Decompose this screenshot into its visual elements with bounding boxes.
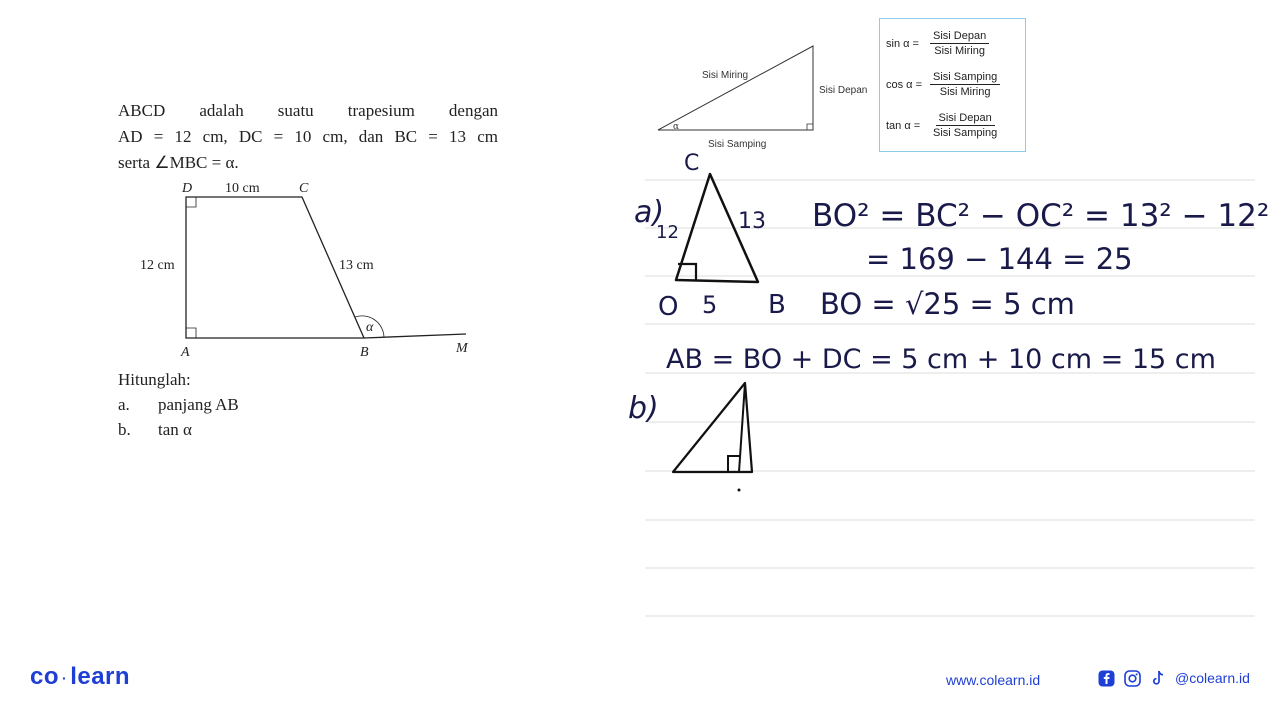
question-a-text: panjang AB [158, 395, 239, 414]
formula-tan-lhs: tan α = [886, 119, 921, 132]
label-sisi-depan: Sisi Depan [819, 85, 868, 96]
colearn-logo[interactable] [30, 663, 130, 691]
formula-tan-den: Sisi Samping [933, 127, 998, 139]
length-ad: 12 cm [140, 258, 175, 273]
sketch-label-C: C [684, 151, 700, 176]
problem-line-3: serta ∠MBC = α. [118, 153, 239, 172]
label-sisi-samping: Sisi Samping [708, 139, 767, 150]
logo-text-co: co [30, 663, 60, 690]
angle-alpha: α [366, 320, 374, 335]
sketch-label-B: B [768, 290, 786, 320]
problem-line-2: AD = 12 cm, DC = 10 cm, dan BC = 13 cm [118, 127, 498, 146]
label-sisi-miring: Sisi Miring [702, 70, 749, 81]
instagram-icon[interactable] [1123, 669, 1141, 687]
question-a [118, 392, 239, 417]
handwritten-work [628, 0, 1270, 640]
reference-alpha: α [673, 122, 680, 132]
question-b [118, 417, 239, 442]
part-a-label: a) [634, 195, 665, 230]
formula-cos-lhs: cos α = [886, 78, 923, 91]
sketch-label-O: O [658, 292, 679, 322]
vertex-C: C [299, 181, 309, 196]
formula-cos-den: Sisi Miring [939, 86, 991, 98]
questions [118, 367, 239, 442]
vertex-A: A [181, 345, 190, 360]
equation-4: AB = BO + DC = 5 cm + 10 cm = 15 cm [666, 344, 1216, 375]
trapezoid-figure [118, 176, 498, 366]
questions-heading: Hitunglah: [118, 370, 191, 389]
formula-sin-lhs: sin α = [886, 37, 919, 50]
problem-line-1: ABCD adalah suatu trapesium dengan [118, 101, 498, 120]
website-link[interactable]: www.colearn.id [946, 672, 1041, 688]
facebook-icon[interactable] [1097, 669, 1115, 687]
sketch-dot-b [738, 489, 741, 492]
formula-tan-num: Sisi Depan [936, 112, 995, 126]
length-bc: 13 cm [339, 258, 374, 273]
formula-cos-num: Sisi Samping [930, 71, 1000, 85]
social-links [1097, 669, 1250, 687]
logo-text-learn: learn [70, 663, 131, 690]
tiktok-icon[interactable] [1149, 669, 1167, 687]
equation-3: BO = √25 = 5 cm [820, 287, 1075, 321]
part-b-label: b) [628, 391, 659, 426]
social-handle[interactable]: @colearn.id [1175, 670, 1250, 686]
sketch-label-12: 12 [656, 222, 679, 243]
vertex-B: B [360, 345, 369, 360]
sketch-label-13: 13 [738, 209, 766, 234]
logo-dot: · [62, 669, 68, 686]
vertex-D: D [182, 181, 193, 196]
equation-1: BO² = BC² − OC² = 13² − 12² [812, 198, 1270, 234]
length-dc: 10 cm [225, 181, 260, 196]
formula-sin-num: Sisi Depan [930, 30, 989, 44]
question-b-letter: b. [118, 420, 131, 439]
question-b-text: tan α [158, 420, 192, 439]
question-a-letter: a. [118, 395, 130, 414]
sketch-label-5: 5 [702, 291, 718, 319]
sketch-altitude-b [739, 383, 745, 472]
formula-sin-den: Sisi Miring [934, 45, 985, 57]
problem-statement [118, 98, 498, 176]
point-M: M [456, 341, 468, 356]
equation-2: = 169 − 144 = 25 [866, 242, 1133, 276]
